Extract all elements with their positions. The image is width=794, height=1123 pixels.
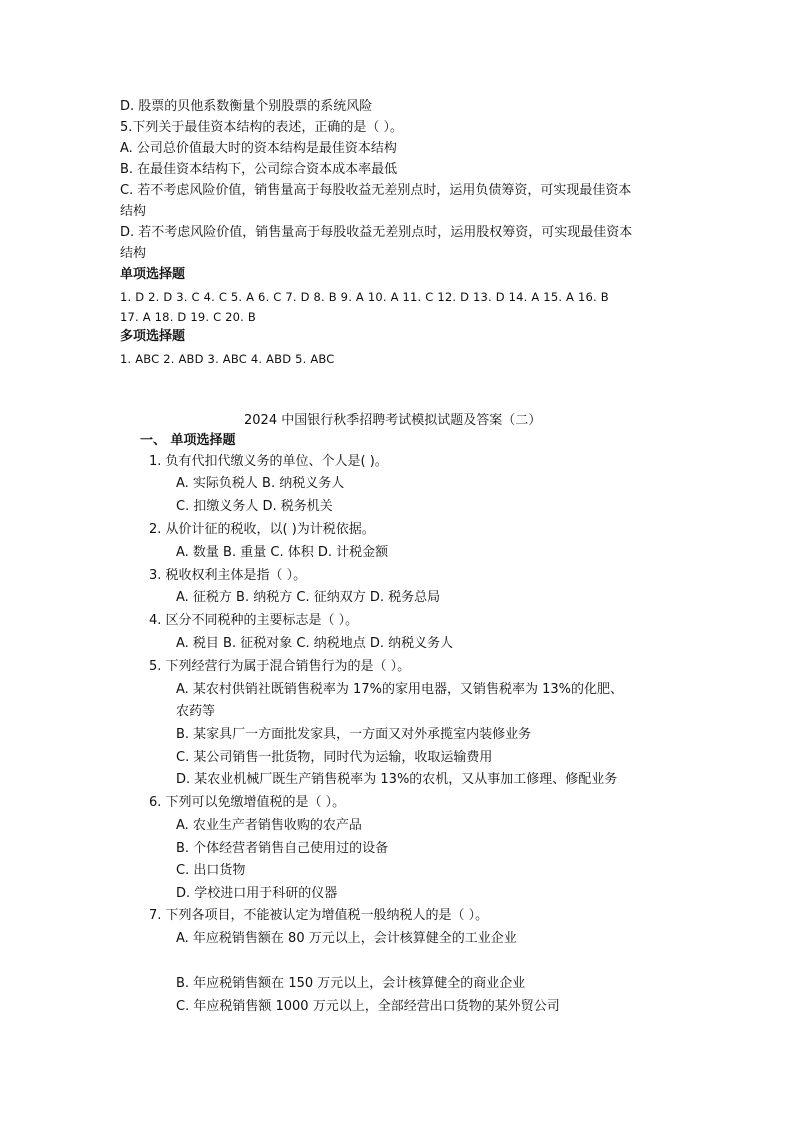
q6-option-b: B. 个体经营者销售自己使用过的设备: [176, 841, 389, 856]
q7-option-a: A. 年应税销售额在 80 万元以上，会计核算健全的工业企业: [176, 931, 517, 946]
q5-stem: 5.下列关于最佳资本结构的表述，正确的是（ ）。: [120, 120, 404, 135]
single-choice-answers-line2: 17. A 18. D 19. C 20. B: [120, 310, 256, 324]
q5-option-d-line2: 结构: [120, 246, 147, 261]
q5b-option-d: D. 某农业机械厂既生产销售税率为 13%的农机，又从事加工修理、修配业务: [176, 772, 618, 787]
q2-stem: 2. 从价计征的税收，以( )为计税依据。: [149, 522, 375, 537]
q4-stem: 4. 区分不同税种的主要标志是（ ）。: [149, 613, 359, 628]
q3-options: A. 征税方 B. 纳税方 C. 征纳双方 D. 税务总局: [176, 590, 441, 605]
q5-option-c-line1: C. 若不考虑风险价值，销售量高于每股收益无差别点时，运用负债筹资，可实现最佳资本: [120, 183, 632, 198]
q5b-stem: 5. 下列经营行为属于混合销售行为的是（ ）。: [149, 659, 411, 674]
single-choice-answers-line1: 1. D 2. D 3. C 4. C 5. A 6. C 7. D 8. B 9. A 10. A 11. C 12. D 13. D 14. A 15. A 16. B: [120, 290, 609, 304]
q5-option-c-line2: 结构: [120, 204, 147, 219]
q4-option-d: D. 股票的贝他系数衡量个别股票的系统风险: [120, 99, 373, 114]
q6-option-a: A. 农业生产者销售收购的农产品: [176, 818, 362, 833]
q5b-option-a-line1: A. 某农村供销社既销售税率为 17%的家用电器，又销售税率为 13%的化肥、: [176, 682, 623, 697]
q6-option-c: C. 出口货物: [176, 863, 246, 878]
q1-options-ab: A. 实际负税人 B. 纳税义务人: [176, 476, 345, 491]
q5-option-a: A. 公司总价值最大时的资本结构是最佳资本结构: [120, 141, 397, 156]
q5b-option-b: B. 某家具厂一方面批发家具，一方面又对外承揽室内装修业务: [176, 727, 532, 742]
q7-option-c: C. 年应税销售额 1000 万元以上，全部经营出口货物的某外贸公司: [176, 999, 560, 1014]
q2-options: A. 数量 B. 重量 C. 体积 D. 计税金额: [176, 545, 389, 560]
q5-option-b: B. 在最佳资本结构下，公司综合资本成本率最低: [120, 162, 398, 177]
q5-option-d-line1: D. 若不考虑风险价值，销售量高于每股收益无差别点时，运用股权筹资，可实现最佳资本: [120, 225, 633, 240]
q4-options: A. 税目 B. 征税对象 C. 纳税地点 D. 纳税义务人: [176, 636, 454, 651]
section-heading: 一、 单项选择题: [140, 433, 236, 448]
q7-stem: 7. 下列各项目，不能被认定为增值税一般纳税人的是（ ）。: [149, 908, 489, 923]
exam-title: 2024 中国银行秋季招聘考试模拟试题及答案（二）: [244, 413, 542, 428]
q1-stem: 1. 负有代扣代缴义务的单位、个人是( )。: [149, 454, 388, 469]
q6-option-d: D. 学校进口用于科研的仪器: [176, 886, 338, 901]
q5b-option-c: C. 某公司销售一批货物，同时代为运输，收取运输费用: [176, 750, 493, 765]
multi-choice-heading: 多项选择题: [120, 329, 186, 344]
q1-options-cd: C. 扣缴义务人 D. 税务机关: [176, 499, 333, 514]
q7-option-b: B. 年应税销售额在 150 万元以上，会计核算健全的商业企业: [176, 976, 526, 991]
q3-stem: 3. 税收权利主体是指（ ）。: [149, 568, 307, 583]
single-choice-heading: 单项选择题: [120, 267, 186, 282]
q5b-option-a-line2: 农药等: [176, 704, 216, 719]
q6-stem: 6. 下列可以免缴增值税的是（ ）。: [149, 795, 346, 810]
multi-choice-answers: 1. ABC 2. ABD 3. ABC 4. ABD 5. ABC: [120, 352, 335, 366]
